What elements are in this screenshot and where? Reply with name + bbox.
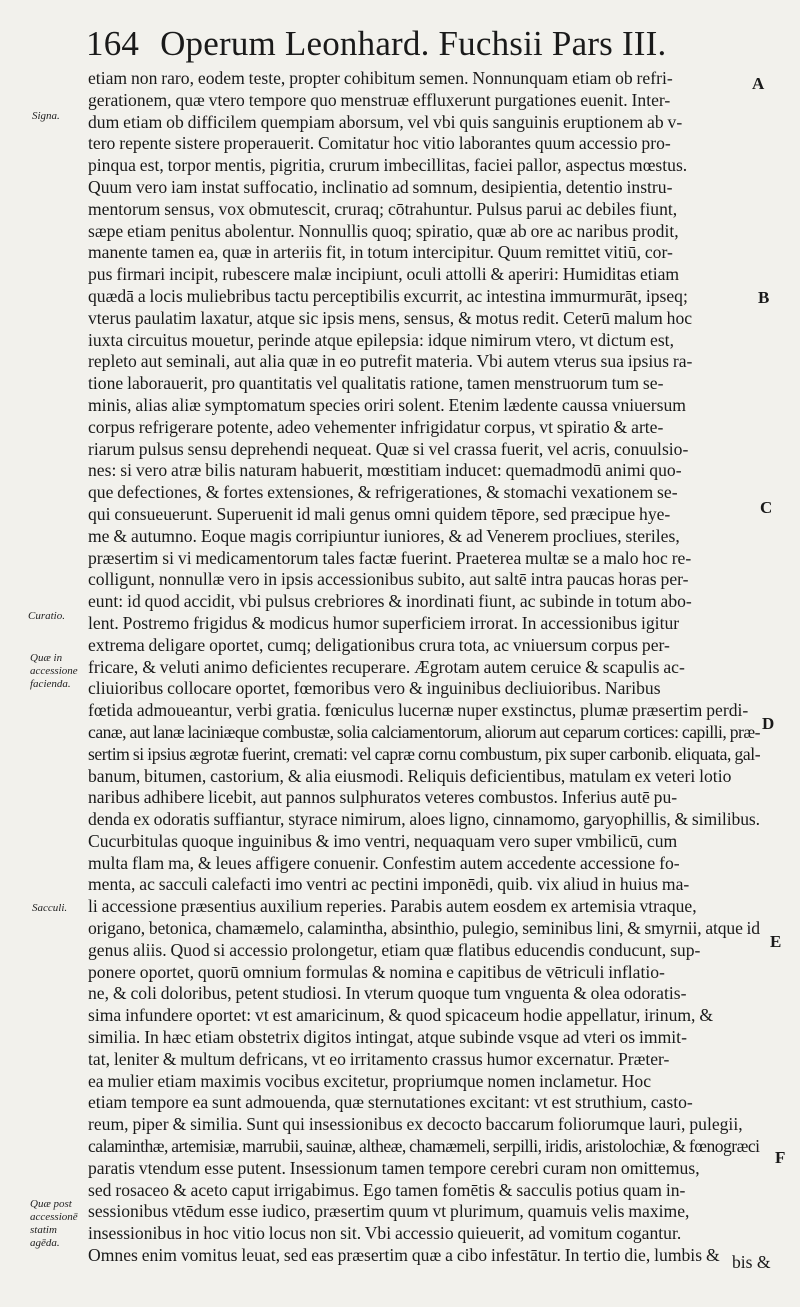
text-line: dum etiam ob difficilem quempiam aborsum, vel vbi quis sanguinis eruptionem ab v- (88, 111, 683, 132)
text-line: similia. In hæc etiam obstetrix digitos intingat, atque subinde vsque ad vteri os immit- (88, 1027, 687, 1048)
margin-note-quae-in-accessione: Quæ in accessione facienda. (30, 652, 78, 690)
text-line: nes: si vero atræ bilis naturam habuerit, mœstitiam inducet: quemadmodū animi quo- (88, 460, 682, 481)
text-line: Cucurbitulas quoque inguinibus & imo ventri, nequaquam vero super vmbilicū, cum (88, 830, 678, 851)
text-line: banum, bitumen, castorium, & alia eiusmodi. Reliquis deficientibus, matulam ex veteri lotio (88, 765, 732, 786)
section-marker-b: B (758, 288, 770, 307)
margin-note-quae-post: Quæ post accessionē statim agēda. (30, 1198, 78, 1249)
text-line: sertim si ipsius ægrotæ fuerint, cremati: vel capræ cornu combustum, pix super carbonib. eliquata, gal- (88, 743, 760, 764)
text-line: genus aliis. Quod si accessio prolongetur, etiam quæ flatibus educendis conducunt, sup- (88, 939, 701, 960)
text-line: tero repente sistere properauerit. Comitatur hoc vitio laborantes quum accessio pro- (88, 133, 671, 154)
text-line: canæ, aut lanæ laciniæque combustæ, solia calciamentorum, aliorum aut ceparum cortices: capilli, præ- (88, 721, 760, 742)
text-line: ea mulier etiam maximis vocibus excitetur, propriumque nomen inclametur. Hoc (88, 1070, 652, 1091)
text-line: paratis vtendum esse putent. Insessionum tamen tempore cerebri curam non omittemus, (88, 1157, 700, 1178)
margin-note-signa: Signa. (32, 110, 60, 122)
text-line: mentorum sensus, vox obmutescit, cruraq; cōtrahuntur. Pulsus parui ac debiles fiunt, (88, 198, 678, 219)
text-line: etiam non raro, eodem teste, propter cohibitum semen. Nonnunquam etiam ob refri- (88, 68, 673, 88)
text-line: vterus paulatim laxatur, atque sic ipsis mens, sensus, & motus redit. Ceterū malum hoc (88, 307, 693, 328)
text-line: sæpe etiam penitus abolentur. Nonnullis quoq; spiratio, quæ ab ore ac naribus prodit, (88, 220, 679, 241)
section-marker-a: A (752, 74, 765, 93)
running-header (86, 18, 706, 70)
text-line: gerationem, quæ vtero tempore quo menstruæ effluxerunt purgationes euenit. Inter- (88, 89, 671, 110)
text-line: pinqua est, torpor mentis, pigritia, crurum imbecillitas, faciei pallor, aspectus mœstus. (88, 155, 688, 176)
section-marker-e: E (770, 932, 782, 951)
text-line: riarum pulsus sensu deprehendi nequeat. Quæ si vel crassa fuerit, vel acris, conuulsio- (88, 438, 689, 459)
running-title: Operum Leonhard. Fuchsii Pars III. (160, 24, 667, 63)
text-line: quædā a locis muliebribus tactu perceptibilis excurrit, ac intestina immurmurāt, ipseq; (88, 285, 688, 306)
section-marker-f: F (775, 1148, 786, 1167)
text-line: reum, piper & similia. Sunt qui insessionibus ex decocto baccarum foliorumque lauri, pulegii, (88, 1114, 743, 1135)
text-line: origano, betonica, chamæmelo, calamintha, absinthio, pulegio, seminibus lini, & smyrnii, atque id (88, 918, 760, 939)
text-line: sima infundere oportet: vt est amaricinum, & quod spicaceum hodie appellatur, irinum, & (88, 1005, 714, 1026)
text-line: li accessione præsentius auxilium reperies. Parabis autem eosdem ex artemisia vtraque, (88, 896, 697, 917)
text-line: qui consueuerunt. Superuenit id mali genus omni quidem tēpore, sed præcipue hye- (88, 503, 671, 524)
text-line: ponere oportet, quorū omnium formulas & nomina e capitibus de vētriculi inflatio- (88, 961, 665, 982)
text-line: pus firmari incipit, rubescere malæ incipiunt, oculi attolli & aperiri: Humiditas etiam (88, 264, 680, 285)
text-line: ne, & coli doloribus, petent studiosi. In vterum quoque tum vnguenta & olea odoratis- (88, 983, 687, 1004)
text-line: minis, alias aliæ symptomatum species oriri solent. Etenim lædente caussa vniuersum (88, 394, 686, 415)
text-line: menta, ac sacculi calefacti imo ventri ac pectini imponēdi, quib. vix aliud in huius ma- (88, 874, 690, 895)
text-line: sessionibus vtēdum esse iudico, præsertim quum vt plurimum, quamuis velis maxime, (88, 1201, 690, 1222)
text-line: extrema deligare oportet, cumq; deligationibus crura tota, ac vniuersum corpus per- (88, 634, 670, 655)
text-line: me & autumno. Eoque magis corripiuntur iuniores, & ad Venerem procliues, steriles, (88, 525, 680, 546)
text-line: naribus adhibere licebit, aut pannos sulphuratos veteres combustos. Inferius autē pu- (88, 787, 678, 808)
text-line: calaminthæ, artemisiæ, marrubii, sauinæ, altheæ, chamæmeli, serpilli, iridis, aristolochiæ, & fœnogræci (88, 1136, 760, 1157)
text-line: multa flam ma, & leues affigere conuenir. Confestim autem accedente accessione fo- (88, 852, 680, 873)
text-line: repleto aut seminali, aut alia quæ in eo putrefit materia. Vbi autem vterus sua ipsius ra- (88, 351, 693, 372)
text-line: insessionibus in hoc vitio locus non sit. Vbi accessio quieuerit, ad vomitum cogantur. (88, 1223, 682, 1244)
text-line: manente tamen ea, quæ in arteriis fit, in totum intercipitur. Quum remittet vitiū, cor- (88, 242, 673, 263)
text-line: tione laborauerit, pro quantitatis vel qualitatis ratione, tamen menstruorum tum se- (88, 373, 664, 394)
margin-note-sacculi: Sacculi. (32, 902, 68, 914)
text-line: præsertim si vi medicamentorum tales factæ fuerint. Praeterea multæ se a malo hoc re- (88, 547, 692, 568)
text-line: tat, leniter & multum defricans, vt eo irritamento crassus humor excernatur. Præter- (88, 1048, 670, 1069)
text-line: Quum vero iam instat suffocatio, inclinatio ad somnum, desipientia, detentio instru- (88, 176, 673, 197)
text-line: lent. Postremo frigidus & modicus humor superficiem irrorat. In accessionibus igitur (88, 612, 680, 633)
text-line: colligunt, nonnullæ vero in ipsis accessionibus subito, aut saltē intra paucas horas per- (88, 569, 689, 590)
margin-note-curatio: Curatio. (28, 610, 65, 622)
text-line: fricare, & veluti animo deficientes recuperare. Ægrotam autem ceruice & scapulis ac- (88, 656, 685, 677)
text-line: corpus refrigerare potente, adeo vehementer infrigidatur corpus, vt spiratio & arte- (88, 416, 664, 437)
text-line: denda ex odoratis suffiantur, styrace nimirum, aloes ligno, cinnamomo, garyophillis, & similibus. (88, 809, 760, 830)
page-number: 164 (86, 24, 140, 63)
text-line: que defectiones, & fortes extensiones, & refrigerationes, & stomachi vexationem se- (88, 482, 678, 503)
text-line: cliuioribus collocare oportet, fœmoribus vero & inguinibus decliuioribus. Naribus (88, 678, 661, 699)
text-line: iuxta circuitus mouetur, perinde atque epilepsia: idque nimirum vtero, vt dictum est, (88, 329, 674, 350)
text-line: sed rosaceo & aceto caput irrigabimus. Ego tamen fomētis & sacculis potius quam in- (88, 1179, 686, 1200)
main-text-block (88, 68, 760, 1267)
text-line: Omnes enim vomitus leuat, sed eas præsertim quæ a cibo infestātur. In tertio die, lumbis & (88, 1245, 720, 1266)
catchword: bis & (732, 1252, 771, 1272)
text-line: etiam tempore ea sunt admouenda, quæ sternutationes excitant: vt est struthium, casto- (88, 1092, 693, 1113)
text-line: eunt: id quod accidit, vbi pulsus crebriores & inordinati fiunt, ac subinde in totum abo- (88, 591, 692, 612)
text-line: fœtida admoueantur, verbi gratia. fœniculus lucernæ nuper exstinctus, plumæ præsertim perdi- (88, 700, 749, 721)
section-marker-c: C (760, 498, 773, 517)
section-marker-d: D (762, 714, 775, 733)
